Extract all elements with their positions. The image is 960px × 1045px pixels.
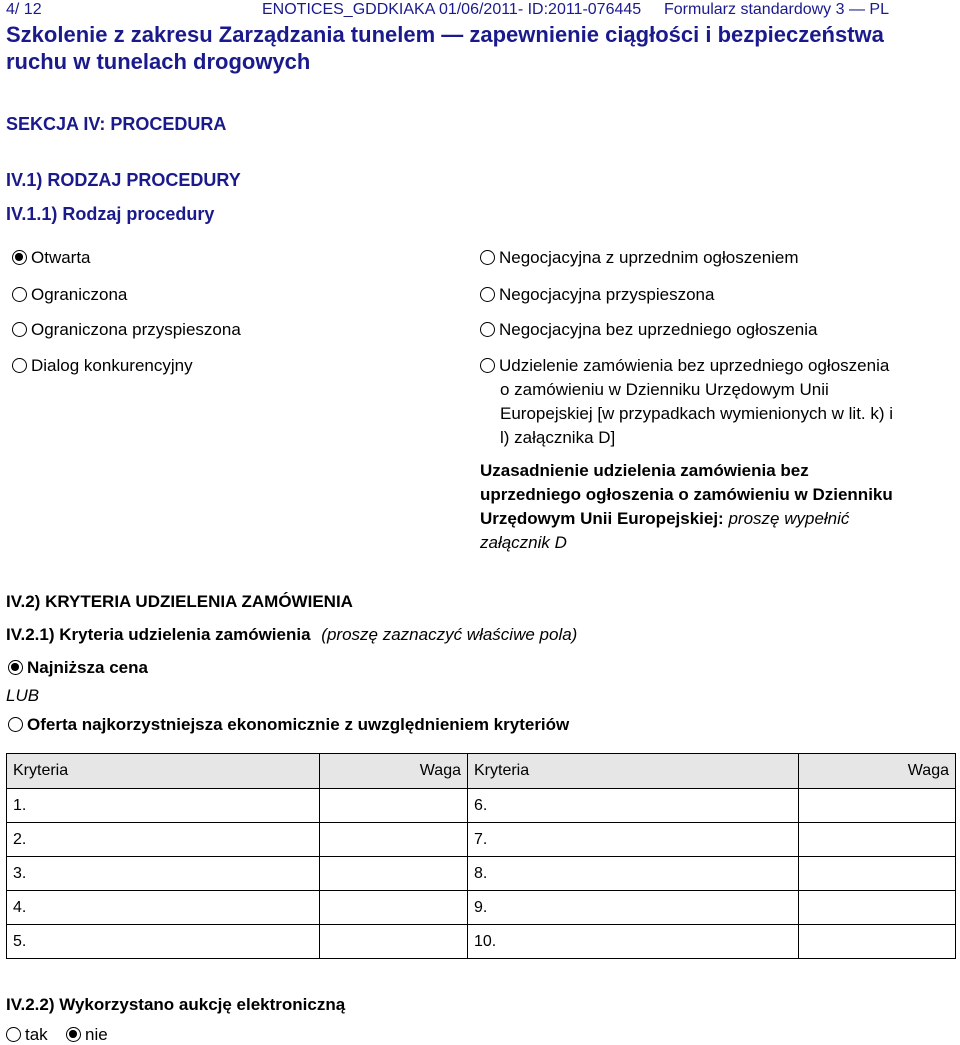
procedure-option-negocjacyjna-bez-ogloszenia[interactable] (480, 320, 818, 340)
table-row (7, 925, 956, 959)
justification-instruction-cont: załącznik D (480, 533, 567, 552)
procedure-label-continued: o zamówieniu w Dzienniku Urzędowym Unii (500, 380, 829, 399)
radio-icon[interactable] (480, 250, 495, 265)
table-header: Kryteria (7, 754, 320, 789)
iv21-heading (6, 625, 577, 645)
document-title-line2: ruchu w tunelach drogowych (6, 49, 311, 74)
auction-option-tak[interactable] (6, 1025, 48, 1045)
table-cell: 2. (7, 823, 320, 857)
procedure-option-udzielenie-bez-ogloszenia[interactable] (480, 356, 889, 376)
notice-id: ENOTICES_GDDKIAKA 01/06/2011- ID:2011-076445 (262, 1, 642, 18)
iv2-heading: IV.2) KRYTERIA UDZIELENIA ZAMÓWIENIA (6, 592, 353, 611)
radio-icon[interactable] (6, 1027, 21, 1042)
procedure-label: Negocjacyjna przyspieszona (499, 285, 715, 304)
table-header-row (7, 754, 956, 789)
iv21-label: IV.2.1) Kryteria udzielenia zamówienia (6, 625, 311, 644)
justification-instruction: proszę wypełnić (728, 509, 850, 528)
table-header: Waga (799, 754, 956, 789)
procedure-label-continued: Europejskiej [w przypadkach wymienionych w lit. k) i (500, 404, 894, 423)
procedure-label: Udzielenie zamówienia bez uprzedniego ogłoszenia (499, 356, 890, 375)
document-title-line1: Szkolenie z zakresu Zarządzania tunelem — zapewnienie ciągłości i bezpieczeństwa (6, 22, 884, 47)
iv21-note: (proszę zaznaczyć właściwe pola) (321, 625, 578, 644)
procedure-label: Ograniczona przyspieszona (31, 320, 241, 339)
or-label: LUB (6, 686, 40, 705)
table-cell[interactable] (320, 925, 468, 959)
table-cell: 1. (7, 789, 320, 823)
procedure-label: Ograniczona (31, 285, 128, 304)
procedure-label: Negocjacyjna z uprzednim ogłoszeniem (499, 248, 799, 267)
iv11-heading: IV.1.1) Rodzaj procedury (6, 204, 215, 224)
radio-icon[interactable] (66, 1027, 81, 1042)
table-cell[interactable] (799, 823, 956, 857)
auction-label: tak (25, 1025, 48, 1044)
table-cell: 10. (468, 925, 799, 959)
iv22-heading: IV.2.2) Wykorzystano aukcję elektroniczną (6, 995, 346, 1014)
table-header: Waga (320, 754, 468, 789)
table-cell[interactable] (799, 789, 956, 823)
page-number: 4/ 12 (6, 1, 42, 18)
table-row (7, 891, 956, 925)
justification-line2: uprzedniego ogłoszenia o zamówieniu w Dzienniku (480, 485, 893, 504)
iv1-heading: IV.1) RODZAJ PROCEDURY (6, 170, 241, 190)
criterion-label: Najniższa cena (27, 658, 148, 677)
table-row (7, 789, 956, 823)
radio-icon[interactable] (480, 322, 495, 337)
table-cell[interactable] (320, 891, 468, 925)
procedure-option-ograniczona-przyspieszona[interactable] (12, 320, 241, 340)
table-cell[interactable] (320, 789, 468, 823)
justification-line3 (480, 509, 849, 529)
procedure-label: Negocjacyjna bez uprzedniego ogłoszenia (499, 320, 818, 339)
table-cell: 7. (468, 823, 799, 857)
table-cell[interactable] (799, 857, 956, 891)
radio-icon[interactable] (12, 358, 27, 373)
radio-icon[interactable] (480, 287, 495, 302)
radio-icon[interactable] (12, 250, 27, 265)
justification-label: Urzędowym Unii Europejskiej: (480, 509, 724, 528)
procedure-option-ograniczona[interactable] (12, 285, 127, 305)
procedure-label-continued: l) załącznika D] (500, 428, 616, 447)
procedure-option-negocjacyjna-z-ogloszeniem[interactable] (480, 248, 799, 268)
table-row (7, 823, 956, 857)
auction-option-nie[interactable] (66, 1025, 108, 1045)
procedure-label: Dialog konkurencyjny (31, 356, 193, 375)
table-cell: 8. (468, 857, 799, 891)
radio-icon[interactable] (480, 358, 495, 373)
form-name: Formularz standardowy 3 — PL (664, 1, 889, 18)
auction-label: nie (85, 1025, 108, 1044)
table-cell[interactable] (799, 891, 956, 925)
table-cell[interactable] (320, 823, 468, 857)
table-cell[interactable] (799, 925, 956, 959)
procedure-option-negocjacyjna-przyspieszona[interactable] (480, 285, 714, 305)
criterion-meat[interactable] (8, 715, 569, 735)
criteria-table (6, 753, 956, 959)
radio-icon[interactable] (12, 322, 27, 337)
table-header: Kryteria (468, 754, 799, 789)
table-cell: 3. (7, 857, 320, 891)
table-cell: 9. (468, 891, 799, 925)
section-heading: SEKCJA IV: PROCEDURA (6, 114, 227, 134)
radio-icon[interactable] (8, 660, 23, 675)
table-row (7, 857, 956, 891)
table-cell: 6. (468, 789, 799, 823)
procedure-option-otwarta[interactable] (12, 248, 91, 268)
procedure-option-dialog[interactable] (12, 356, 193, 376)
table-cell[interactable] (320, 857, 468, 891)
criterion-lowest-price[interactable] (8, 658, 148, 678)
radio-icon[interactable] (8, 717, 23, 732)
radio-icon[interactable] (12, 287, 27, 302)
criterion-label: Oferta najkorzystniejsza ekonomicznie z uwzględnieniem kryteriów (27, 715, 570, 734)
table-cell: 5. (7, 925, 320, 959)
procedure-label: Otwarta (31, 248, 91, 267)
table-cell: 4. (7, 891, 320, 925)
justification-line1: Uzasadnienie udzielenia zamówienia bez (480, 461, 809, 480)
